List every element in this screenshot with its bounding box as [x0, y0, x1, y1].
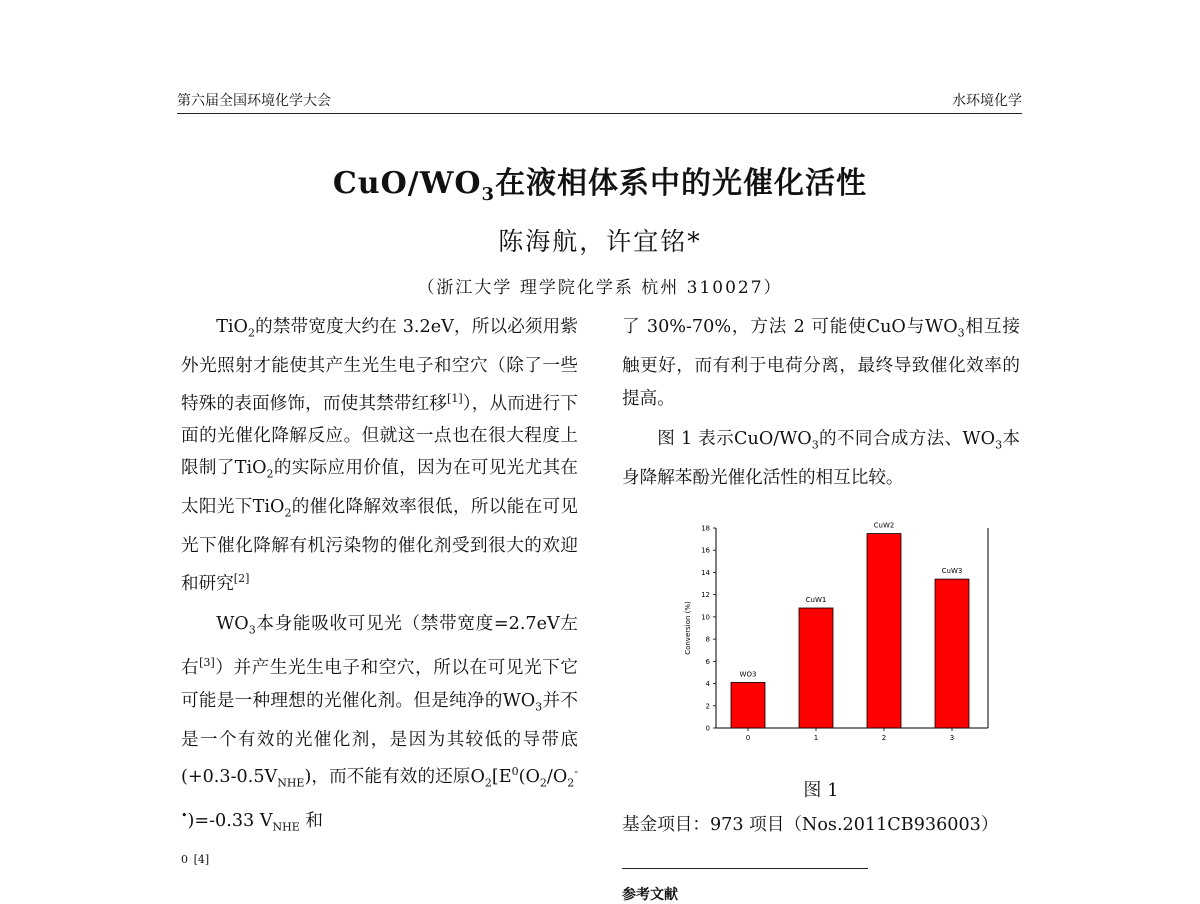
- right-column: [622, 311, 1020, 495]
- bar-label: CuW1: [805, 596, 827, 604]
- paragraph-figure-intro: 图 1 表示CuO/$WO_3$的不同合成方法、$WO_3$本身降解苯酚光催化活性的相互比较。: [622, 429, 1020, 489]
- bar-3: [935, 579, 969, 728]
- x-tick-label: 2: [881, 734, 887, 742]
- y-tick-label: 0: [705, 724, 710, 733]
- x-tick-label: 3: [949, 734, 955, 742]
- paragraph-wo3: $WO_3$本身能吸收可见光（禁带宽度=2.7eV左右[3]）并产生光生电子和空穴，所以在可见光下它可能是一种理想的光催化剂。但是纯净的$WO_3$并不是一个有效的光催化剂，是因为其较低的导带底$(+0.3-0.5V_{NHE})$，而不能有效的还原$O_2[E^0(O_2/O_2^{-•})=-0.33$ $V_{NHE}$ 和 $^0$ [4]: [181, 614, 578, 866]
- header-section: 水环境化学: [952, 93, 1022, 109]
- funding-note: 基金项目：973 项目（Nos.2011CB936003）: [622, 815, 999, 835]
- paragraph-tio2: TiO$_2$的禁带宽度大约在 3.2eV，所以必须用紫外光照射才能使其产生光生电子和空穴（除了一些特殊的表面修饰，而使其禁带红移[1]），从而进行下面的光催化降解反应。但就这一点也在很大程度上限制了TiO$_2$的实际应用价值，因为在可见光尤其在太阳光下TiO$_2$的催化降解效率很低，所以能在可见光下催化降解有机污染物的催化剂受到很大的欢迎和研究[2]: [181, 317, 578, 594]
- y-tick-label: 18: [701, 524, 710, 533]
- header-conference: 第六届全国环境化学大会: [177, 93, 331, 109]
- paragraph-method: 了 30%-70%，方法 2 可能使CuO与$WO_3$相互接触更好，而有利于电荷分离，最终导致催化效率的提高。: [622, 317, 1020, 409]
- y-tick-label: 6: [705, 657, 710, 666]
- bar-label: WO3: [739, 670, 757, 679]
- references-heading: 参考文献: [622, 887, 678, 903]
- y-tick-label: 12: [701, 591, 710, 600]
- y-tick-label: 2: [705, 702, 710, 711]
- y-tick-label: 14: [701, 568, 710, 577]
- bar-label: CuW2: [873, 521, 895, 530]
- header-rule: [177, 113, 1022, 114]
- x-tick-label: 1: [813, 734, 819, 742]
- y-tick-label: 8: [705, 635, 710, 644]
- bar-label: CuW3: [941, 567, 963, 576]
- y-axis-label: Conversion (%): [684, 601, 692, 655]
- y-tick-label: 16: [701, 546, 710, 555]
- footnote-rule: [622, 868, 868, 869]
- bar-2: [867, 534, 901, 728]
- x-tick-label: 0: [745, 734, 751, 742]
- y-tick-label: 10: [701, 613, 710, 622]
- figure-caption: 图 1: [803, 780, 839, 801]
- paper-title: CuO/$WO_3$在液相体系中的光催化活性: [332, 166, 868, 205]
- authors: 陈海航，许宜铭*: [498, 227, 702, 256]
- bar-0: [731, 682, 765, 728]
- y-tick-label: 4: [705, 680, 710, 689]
- conversion-bar-chart: [678, 520, 998, 750]
- left-column: [181, 311, 578, 897]
- bar-1: [799, 608, 833, 728]
- affiliation: （浙江大学 理学院化学系 杭州 310027）: [417, 278, 783, 298]
